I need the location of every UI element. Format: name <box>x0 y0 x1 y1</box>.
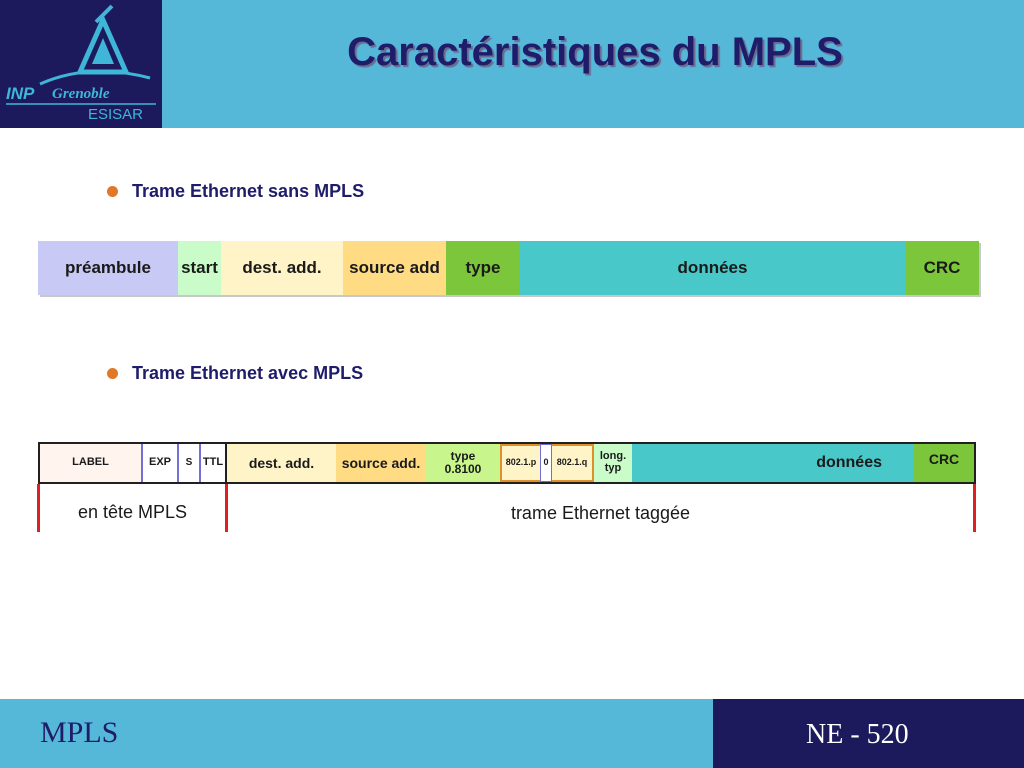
frame-field: données <box>632 444 914 482</box>
mpls-header-label: en tête MPLS <box>77 502 188 522</box>
frame-field: 802.1.q <box>552 444 594 482</box>
ethernet-frame-with-mpls <box>38 442 976 484</box>
school-logo <box>0 0 162 128</box>
logo-text-grenoble: Grenoble <box>52 86 110 102</box>
frame-field: dest. add. <box>227 444 336 482</box>
frame-field: dest. add. <box>221 241 343 295</box>
bracket-line <box>973 484 976 532</box>
footer-course-code: NE - 520 <box>806 719 909 750</box>
frame-field: CRC <box>914 444 974 482</box>
frame-field: 802.1.p <box>500 444 540 482</box>
frame-field: données <box>520 241 905 295</box>
frame-field: préambule <box>38 241 178 295</box>
bullet-dot-icon <box>107 368 118 379</box>
frame-field: LABEL <box>40 444 141 482</box>
frame-field: EXP <box>141 444 177 482</box>
logo-text-esisar: ESISAR <box>88 106 144 123</box>
frame-field: source add <box>343 241 446 295</box>
frame-field: CRC <box>905 241 979 295</box>
bullet-item <box>107 181 364 202</box>
bullet-dot-icon <box>107 186 118 197</box>
tagged-frame-label: trame Ethernet taggée <box>510 503 691 523</box>
logo-text-inp: INP <box>6 84 35 103</box>
frame-field: type 0.8100 <box>426 444 500 482</box>
footer-course-name: MPLS <box>40 716 119 749</box>
frame-field: start <box>178 241 221 295</box>
frame-field: source add. <box>336 444 426 482</box>
frame-field: 0 <box>540 444 552 482</box>
ethernet-frame-without-mpls <box>38 241 979 295</box>
frame-field: S <box>177 444 199 482</box>
frame-field: long. typ <box>594 444 632 482</box>
bullet-text: Trame Ethernet avec MPLS <box>132 363 364 383</box>
bullet-text: Trame Ethernet sans MPLS <box>132 181 365 201</box>
slide-title: Caractéristiques du MPLS <box>347 30 843 74</box>
frame-field: type <box>446 241 520 295</box>
frame-field: TTL <box>199 444 227 482</box>
bullet-item <box>107 363 363 384</box>
